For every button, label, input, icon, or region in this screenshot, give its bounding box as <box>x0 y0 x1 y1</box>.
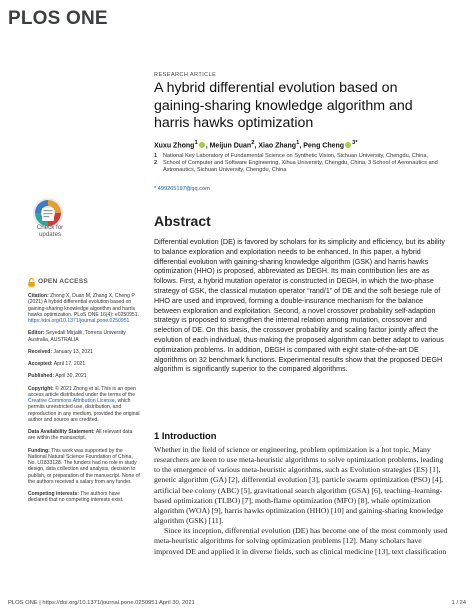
paragraph: Whether in the field of science or engineering, problem optimization is a hot topic. Many researchers are keen to use meta-heuristic algorithms to solve optimization problems, leading to the emergence of various meta-heuristic algorithms, such as Evolution strategies (ES) [1], genetic algorithm (GA) [2], differential evolution [3], particle swarm optimization (PSO) [4], artificial bee colony (ABC) [5], gravitational search algorithm (GSA) [6], teaching–learning-based optimization (TLBO) [7], moth-flame optimization (MFO) [8], whale optimization algorithm (WOA) [9], harris hawks optimization (HHO) [10] and gaining-sharing knowledge algorithm (GSK) [11]. <box>154 445 444 526</box>
abstract-text: Differential evolution (DE) is favored by scholars for its simplicity and efficiency, but its ability to balance exploration and exploitation needs to be enhanced. In this paper, a hybrid differential evolution with gaining-sharing knowledge algorithm (GSK) and harris hawks optimization (HHO) is proposed, abbreviated as DEGH. Its main contribution lies are as follows. First, a hybrid mutation operator is constructed in DEGH, in which the two-phase strategy of GSK, the classical mutation operator “rand/1” of DE and the soft besiege rule of HHO are used and improved, forming a double-insurance mechanism for the balance between exploration and exploitation. Second, a novel crossover probability self-adaption strategy is proposed to strengthen the internal relation among mutation, crossover and selection of DE. On this basis, the crossover probability and scaling factor jointly affect the evolution of each individual, thus making the proposed algorithm can better adapt to various optimization problems. In addition, DEGH is compared with eight state-of-the-art DE algorithms on 32 benchmark functions. Experimental results show that the proposed DEGH algorithm is significantly superior to the compared algorithms. <box>154 238 445 374</box>
orcid-icon[interactable] <box>199 142 205 148</box>
page-footer <box>8 600 466 606</box>
copyright-block: Copyright: © 2021 Zhong et al. This is an open access article distributed under the terms of the Creative Commons Attribution License, which permits unrestricted use, distribution, and reproduction in any medium, provided the original author and source are credited. <box>28 385 140 423</box>
corresponding-email-link[interactable]: * 499265197@qq.com <box>154 186 210 192</box>
competing-interests-block: Competing interests: The authors have declared that no competing interests exist. <box>28 491 124 504</box>
author-name[interactable]: Meijun Duan <box>209 142 252 150</box>
citation-head: Citation: <box>28 293 49 299</box>
introduction-body <box>154 445 450 557</box>
data-availability-block: Data Availability Statement: All relevant data are within the manuscript. <box>28 429 133 442</box>
received-block: Received: January 13, 2021 <box>28 348 93 355</box>
accepted-block: Accepted: April 17, 2021 <box>28 361 86 367</box>
editor-block: Editor: Seyedali Mirjalili, Torrens University Australia, AUSTRALIA <box>28 330 126 343</box>
funding-block: Funding: This work was supported by the National Natural Science Foundation of China, No. U1833128. The funders had no role in study design, data collection and analysis, decision to publish, or preparation of the manuscript. None of the authors received a salary from any funder. <box>28 447 140 485</box>
citation-doi-link[interactable]: https://doi.org/10.1371/journal.pone.0250951 <box>28 318 130 324</box>
journal-logo: PLOS ONE <box>8 8 108 29</box>
affiliations <box>154 153 450 175</box>
citation-text: Zhong X, Duan M, Zhang X, Cheng P (2021) A hybrid differential evolution based on gaining-sharing knowledge algorithm and harris hawks optimization. PLoS ONE 16(4): e0250951. <box>28 293 139 318</box>
open-access-label: OPEN ACCESS <box>28 278 140 287</box>
article-info-sidebar <box>28 278 140 510</box>
citation-block <box>28 293 140 324</box>
article-type: RESEARCH ARTICLE <box>154 72 217 78</box>
footer-citation: PLOS ONE | https://doi.org/10.1371/journal.pone.0250951 April 30, 2021 <box>8 600 195 606</box>
article-title: A hybrid differential evolution based on gaining-sharing knowledge algorithm and harris hawks optimization <box>154 80 413 132</box>
author-list: Xuxu Zhong$^1$ , Meijun Duan$^2$, Xiao Zhang$^1$, Peng Cheng $^{3*}$ <box>154 140 358 150</box>
author-name[interactable]: Peng Cheng <box>303 142 345 150</box>
introduction-heading: 1 Introduction <box>154 430 217 441</box>
affiliation-item: 1 National Key Laboratory of Fundamental Science on Synthetic Vision, Sichuan University, Chengdu, China, <box>154 153 429 159</box>
abstract-heading: Abstract <box>154 213 211 229</box>
check-for-updates-label[interactable]: Check for updates <box>36 224 64 238</box>
affiliation-item: 2 School of Computer and Software Engineering, Xihua University, Chengdu, China, 3 School of Aeronautics and Astronautics, Sichuan University, Chengdu, China <box>154 160 438 174</box>
orcid-icon[interactable] <box>345 142 351 148</box>
paragraph: Since its inception, differential evolution (DE) has become one of the most commonly used meta-heuristic algorithms for solving optimization problems [12]. Many scholars have improved DE and applied it in diverse fields, such as clinical medicine [13], text classification <box>154 526 448 556</box>
page-number: 1 / 24 <box>451 600 466 606</box>
author-name[interactable]: Xuxu Zhong <box>154 142 195 150</box>
unlock-icon <box>28 278 35 287</box>
author-name[interactable]: Xiao Zhang <box>258 142 297 150</box>
license-link[interactable]: Creative Commons Attribution License <box>28 398 115 404</box>
published-block: Published: April 30, 2021 <box>28 373 87 380</box>
